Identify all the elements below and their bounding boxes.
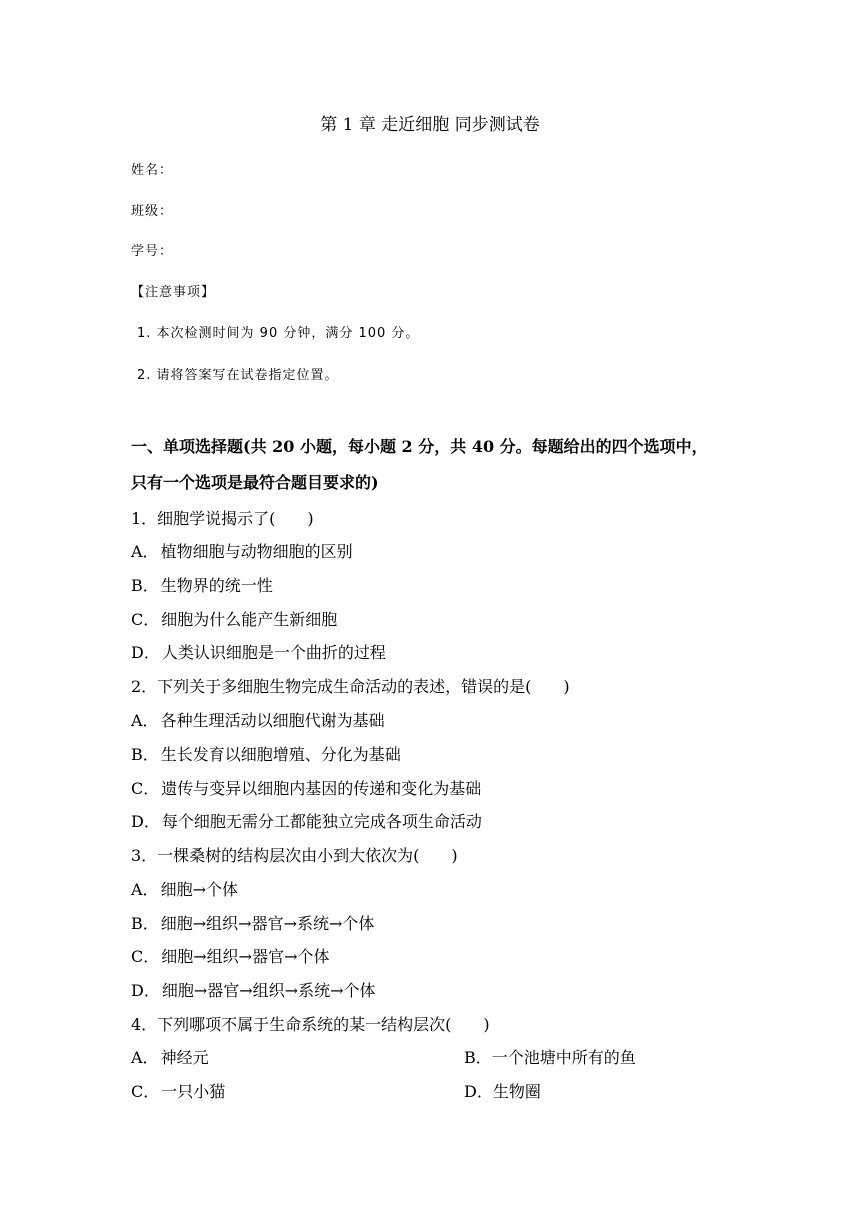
option-text: 一只小猫 — [161, 1082, 226, 1101]
question-option — [131, 946, 329, 968]
question-option — [131, 642, 386, 664]
question-option — [131, 1081, 225, 1103]
option-text: 细胞→组织→器官→个体 — [161, 947, 330, 966]
question-stem: 3．一棵桑树的结构层次由小到大依次为( ) — [131, 846, 458, 865]
question-option — [131, 744, 401, 766]
option-label: A． — [131, 711, 159, 730]
option-text: 一个池塘中所有的鱼 — [491, 1048, 636, 1067]
option-text: 人类认识细胞是一个曲折的过程 — [161, 643, 386, 662]
question-option — [131, 1047, 209, 1069]
question-option — [131, 541, 353, 563]
option-label: C． — [131, 1082, 160, 1101]
option-text: 每个细胞无需分工都能独立完成各项生命活动 — [161, 812, 482, 831]
option-text: 细胞→组织→器官→系统→个体 — [160, 914, 375, 933]
student-id-field-label: 学号： — [131, 244, 174, 259]
option-text: 遗传与变异以细胞内基因的传递和变化为基础 — [161, 779, 482, 798]
option-text: 植物细胞与动物细胞的区别 — [160, 542, 353, 561]
question-option — [464, 1047, 636, 1069]
option-label: A． — [131, 542, 159, 561]
option-text: 生物圈 — [492, 1082, 541, 1101]
option-text: 神经元 — [160, 1048, 209, 1067]
question-stem: 2．下列关于多细胞生物完成生命活动的表述，错误的是( ) — [131, 677, 570, 696]
option-label: C． — [131, 610, 160, 629]
class-field-label: 班级： — [131, 204, 174, 219]
question-option — [131, 913, 374, 935]
question-stem: 4．下列哪项不属于生命系统的某一结构层次( ) — [131, 1015, 490, 1034]
option-text: 细胞→器官→组织→系统→个体 — [161, 981, 376, 1000]
question-option — [131, 811, 482, 833]
question-option — [131, 879, 238, 901]
option-label: B． — [131, 914, 159, 933]
question-option — [464, 1081, 541, 1103]
option-label: D． — [131, 812, 160, 831]
option-text: 细胞为什么能产生新细胞 — [161, 610, 338, 629]
option-text: 细胞→个体 — [160, 880, 238, 899]
option-label: B． — [131, 576, 159, 595]
option-label: A． — [131, 880, 159, 899]
option-label: A． — [131, 1048, 159, 1067]
section-heading-line-2: 只有一个选项是最符合题目要求的) — [131, 473, 379, 492]
option-label: D． — [131, 643, 160, 662]
note-item: 1. 本次检测时间为 90 分钟，满分 100 分。 — [137, 326, 420, 341]
question-option — [131, 778, 481, 800]
option-label: D． — [464, 1082, 493, 1101]
question-stem: 1．细胞学说揭示了( ) — [131, 509, 314, 528]
option-label: C． — [131, 947, 160, 966]
section-heading-line-1: 一、单项选择题(共 20 小题，每小题 2 分，共 40 分。每题给出的四个选项中， — [131, 437, 708, 456]
notes-heading: 【注意事项】 — [131, 285, 216, 300]
question-option — [131, 609, 337, 631]
note-item: 2. 请将答案写在试卷指定位置。 — [137, 368, 339, 383]
question-option — [131, 710, 385, 732]
option-text: 各种生理活动以细胞代谢为基础 — [160, 711, 385, 730]
question-option — [131, 980, 375, 1002]
question-option — [131, 575, 273, 597]
option-label: D． — [131, 981, 160, 1000]
option-text: 生物界的统一性 — [160, 576, 273, 595]
option-label: B． — [464, 1048, 492, 1067]
name-field-label: 姓名： — [131, 163, 174, 178]
option-label: B． — [131, 745, 159, 764]
option-text: 生长发育以细胞增殖、分化为基础 — [160, 745, 401, 764]
option-label: C． — [131, 779, 160, 798]
page-title: 第 1 章 走近细胞 同步测试卷 — [320, 115, 540, 135]
